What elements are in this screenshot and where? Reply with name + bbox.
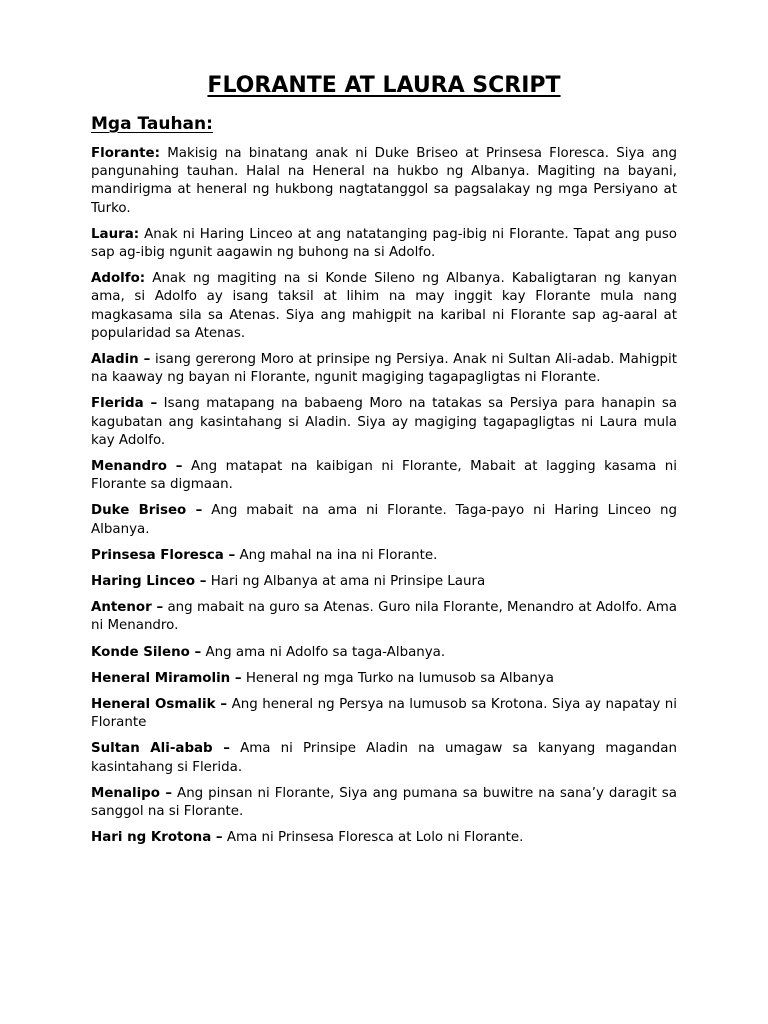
character-name: Heneral Osmalik – — [91, 697, 228, 713]
character-entry — [91, 145, 677, 218]
character-description: Ama ni Prinsesa Floresca at Lolo ni Florante. — [226, 830, 524, 846]
character-entry — [91, 547, 677, 565]
character-description: isang gererong Moro at prinsipe ng Persiya. Anak ni Sultan Ali-adab. Mahigpit na kaaway ng bayan ni Florante, ngunit magiging tagapagligtas ni Florante. — [91, 352, 677, 386]
character-name: Antenor – — [91, 600, 164, 616]
character-description: Isang matapang na babaeng Moro na tatakas sa Persiya para hanapin sa kagubatan ang kasintahang si Aladin. Siya ay magiging tagapagligtas ni Laura mula kay Adolfo. — [91, 396, 678, 448]
character-name: Hari ng Krotona – — [91, 830, 223, 846]
character-description: Heneral ng mga Turko na lumusob sa Albanya — [245, 670, 554, 686]
character-name: Aladin – — [91, 352, 151, 368]
character-description: Hari ng Albanya at ama ni Prinsipe Laura — [210, 574, 486, 590]
character-description: Makisig na binatang anak ni Duke Briseo at Prinsesa Floresca. Siya ang pangunahing tauhan. Halal na Heneral na hukbo ng Albanya. Magiting na bayani, mandirigma at heneral ng hukbong nagtatanggol sa pagsalakay ng mga Persiyano at Turko. — [91, 146, 677, 216]
character-name: Laura: — [91, 226, 140, 242]
character-name: Menalipo – — [91, 785, 173, 801]
character-description: Ama ni Prinsipe Aladin na umagaw sa kanyang magandan kasintahang si Flerida. — [91, 741, 678, 775]
character-entry — [91, 226, 677, 262]
character-entry — [91, 785, 677, 821]
character-name: Flerida – — [91, 396, 158, 412]
document-title: FLORANTE AT LAURA SCRIPT — [207, 73, 561, 98]
character-name: Konde Sileno – — [91, 644, 202, 660]
character-description: Ang mahal na ina ni Florante. — [239, 547, 438, 563]
character-description: Ang pinsan ni Florante, Siya ang pumana sa buwitre na sana’y daragit sa sanggol na si Florante. — [91, 785, 677, 820]
character-description: Ang ama ni Adolfo sa taga-Albanya. — [205, 644, 446, 660]
character-list — [91, 145, 677, 848]
character-name: Sultan Ali-abab – — [91, 741, 230, 757]
character-description: Anak ng magiting na si Konde Sileno ng Albanya. Kabaligtaran ng kanyan ama, si Adolfo ay isang taksil at lihim na may inggit kay Florante mula nang magkasama sila sa Atenas. Siya ang mahigpit na karibal ni Florante sap ag-aaral at popularidad sa Atenas. — [91, 271, 677, 341]
character-name: Haring Linceo – — [91, 574, 207, 590]
character-name: Duke Briseo – — [91, 503, 203, 519]
character-description: Ang matapat na kaibigan ni Florante, Mabait at lagging kasama ni Florante sa digmaan. — [91, 459, 677, 493]
character-entry — [91, 644, 677, 662]
character-name: Prinsesa Floresca – — [91, 547, 236, 563]
character-entry — [91, 573, 677, 591]
character-description: Anak ni Haring Linceo at ang natatanging pag-ibig ni Florante. Tapat ang puso sap ag-ibig ngunit aagawin ng buhong na si Adolfo. — [91, 226, 677, 261]
character-entry — [91, 670, 677, 688]
character-entry — [91, 740, 677, 776]
character-entry — [91, 395, 677, 450]
character-entry — [91, 599, 677, 635]
section-heading: Mga Tauhan: — [91, 114, 213, 134]
character-name: Menandro – — [91, 459, 183, 475]
character-name: Adolfo: — [91, 271, 146, 287]
character-entry — [91, 502, 677, 538]
character-entry — [91, 829, 677, 847]
character-name: Heneral Miramolin – — [91, 670, 242, 686]
character-name: Florante: — [91, 146, 160, 161]
character-entry — [91, 458, 677, 494]
character-entry — [91, 270, 677, 343]
character-description: Ang heneral ng Persya na lumusob sa Krotona. Siya ay napatay ni Florante — [91, 697, 677, 731]
character-entry — [91, 696, 677, 732]
character-entry — [91, 351, 677, 387]
character-description: ang mabait na guro sa Atenas. Guro nila Florante, Menandro at Adolfo. Ama ni Menandro. — [91, 600, 677, 634]
character-description: Ang mabait na ama ni Florante. Taga-payo ni Haring Linceo ng Albanya. — [91, 503, 677, 537]
